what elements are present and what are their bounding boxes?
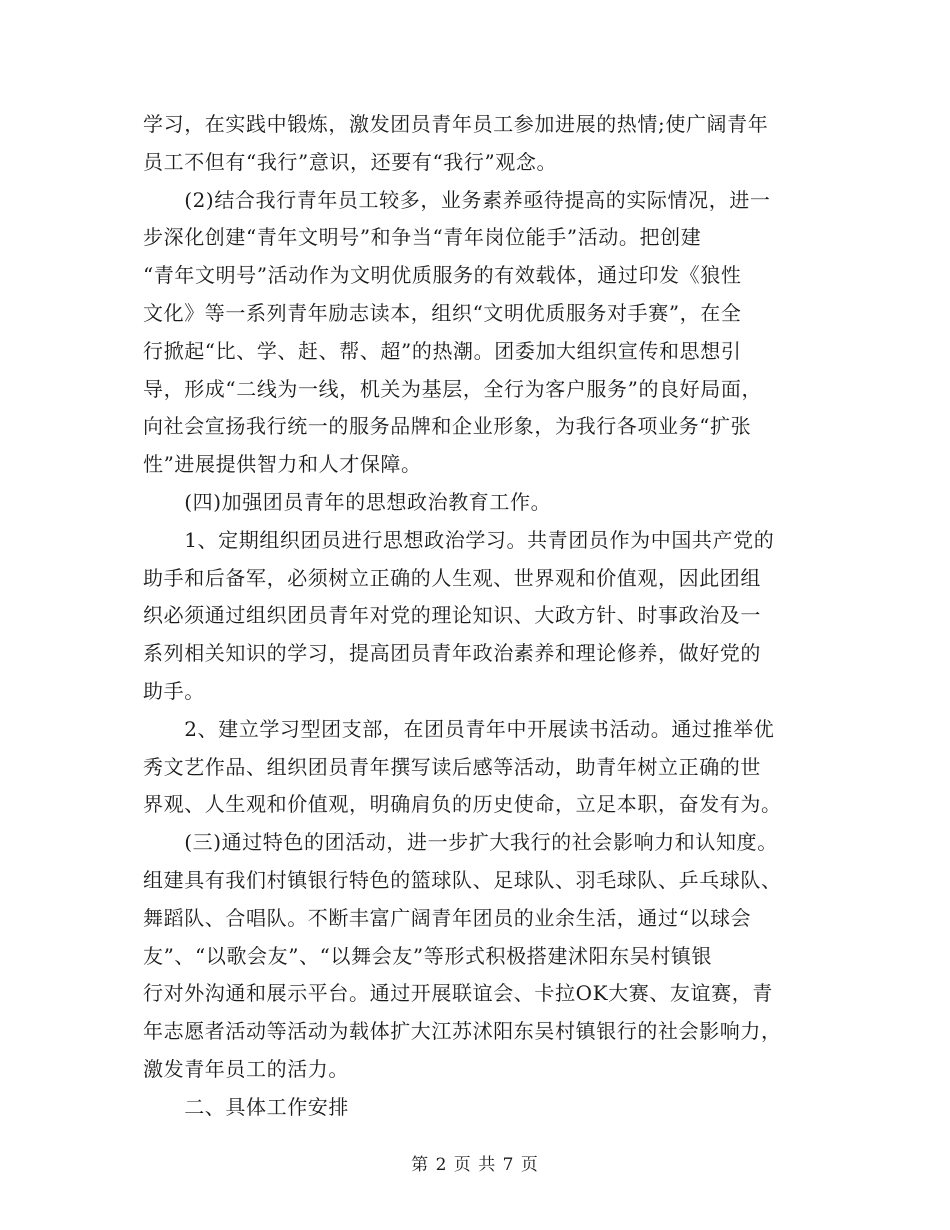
text-line: 文化》等一系列青年励志读本，组织“文明优质服务对手赛”，在全 — [143, 300, 742, 325]
text-line: 激发青年员工的活力。 — [143, 1056, 349, 1081]
text-line: 秀文艺作品、组织团员青年撰写读后感等活动，助青年树立正确的世 — [143, 754, 761, 779]
text-line: 向社会宣扬我行统一的服务品牌和企业形象，为我行各项业务“扩张 — [143, 414, 752, 439]
text-line: 行对外沟通和展示平台。通过开展联谊会、卡拉OK大赛、友谊赛，青 — [143, 981, 773, 1006]
page-number-footer: 第 2 页 共 7 页 — [411, 1155, 539, 1175]
text-line: 性”进展提供智力和人才保障。 — [143, 452, 422, 477]
text-line: 系列相关知识的学习，提高团员青年政治素养和理论修养，做好党的 — [143, 641, 761, 666]
text-line: 行掀起“比、学、赶、帮、超”的热潮。团委加大组织宣传和思想引 — [143, 338, 742, 363]
text-line: 导，形成“二线为一线，机关为基层，全行为客户服务”的良好局面， — [143, 376, 763, 401]
text-line: 助手。 — [143, 678, 205, 703]
section-heading: (三)通过特色的团活动，进一步扩大我行的社会影响力和认知度。 — [143, 830, 778, 855]
document-body — [143, 106, 815, 1127]
text-line: (2)结合我行青年员工较多，业务素养亟待提高的实际情况，进一 — [143, 187, 771, 212]
section-heading: (四)加强团员青年的思想政治教育工作。 — [143, 489, 552, 514]
text-line: 1、定期组织团员进行思想政治学习。共青团员作为中国共产党的 — [143, 527, 775, 552]
section-heading: 二、具体工作安排 — [143, 1094, 349, 1119]
text-line: 员工不但有“我行”意识，还要有“我行”观念。 — [143, 149, 558, 174]
text-line: 学习，在实践中锻炼，激发团员青年员工参加进展的热情;使广阔青年 — [143, 112, 769, 136]
text-line: 界观、人生观和价值观，明确肩负的历史使命，立足本职，奋发有为。 — [143, 792, 782, 817]
text-line: 2、建立学习型团支部，在团员青年中开展读书活动。通过推举优 — [143, 716, 775, 741]
text-line: 友”、“以歌会友”、“以舞会友”等形式积极搭建沭阳东吴村镇银 — [143, 943, 713, 968]
text-line: 步深化创建“青年文明号”和争当“青年岗位能手”活动。把创建 — [143, 225, 702, 250]
text-line: 年志愿者活动等活动为载体扩大江苏沭阳东吴村镇银行的社会影响力， — [143, 1019, 782, 1044]
text-line: 织必须通过组织团员青年对党的理论知识、大政方针、时事政治及一 — [143, 603, 761, 628]
text-line: “青年文明号”活动作为文明优质服务的有效载体，通过印发《狼性 — [143, 263, 742, 288]
text-line: 助手和后备军，必须树立正确的人生观、世界观和价值观，因此团组 — [143, 565, 761, 590]
text-line: 组建具有我们村镇银行特色的篮球队、足球队、羽毛球队、乒乓球队、 — [143, 867, 782, 892]
text-line: 舞蹈队、合唱队。不断丰富广阔青年团员的业余生活，通过“以球会 — [143, 905, 752, 930]
